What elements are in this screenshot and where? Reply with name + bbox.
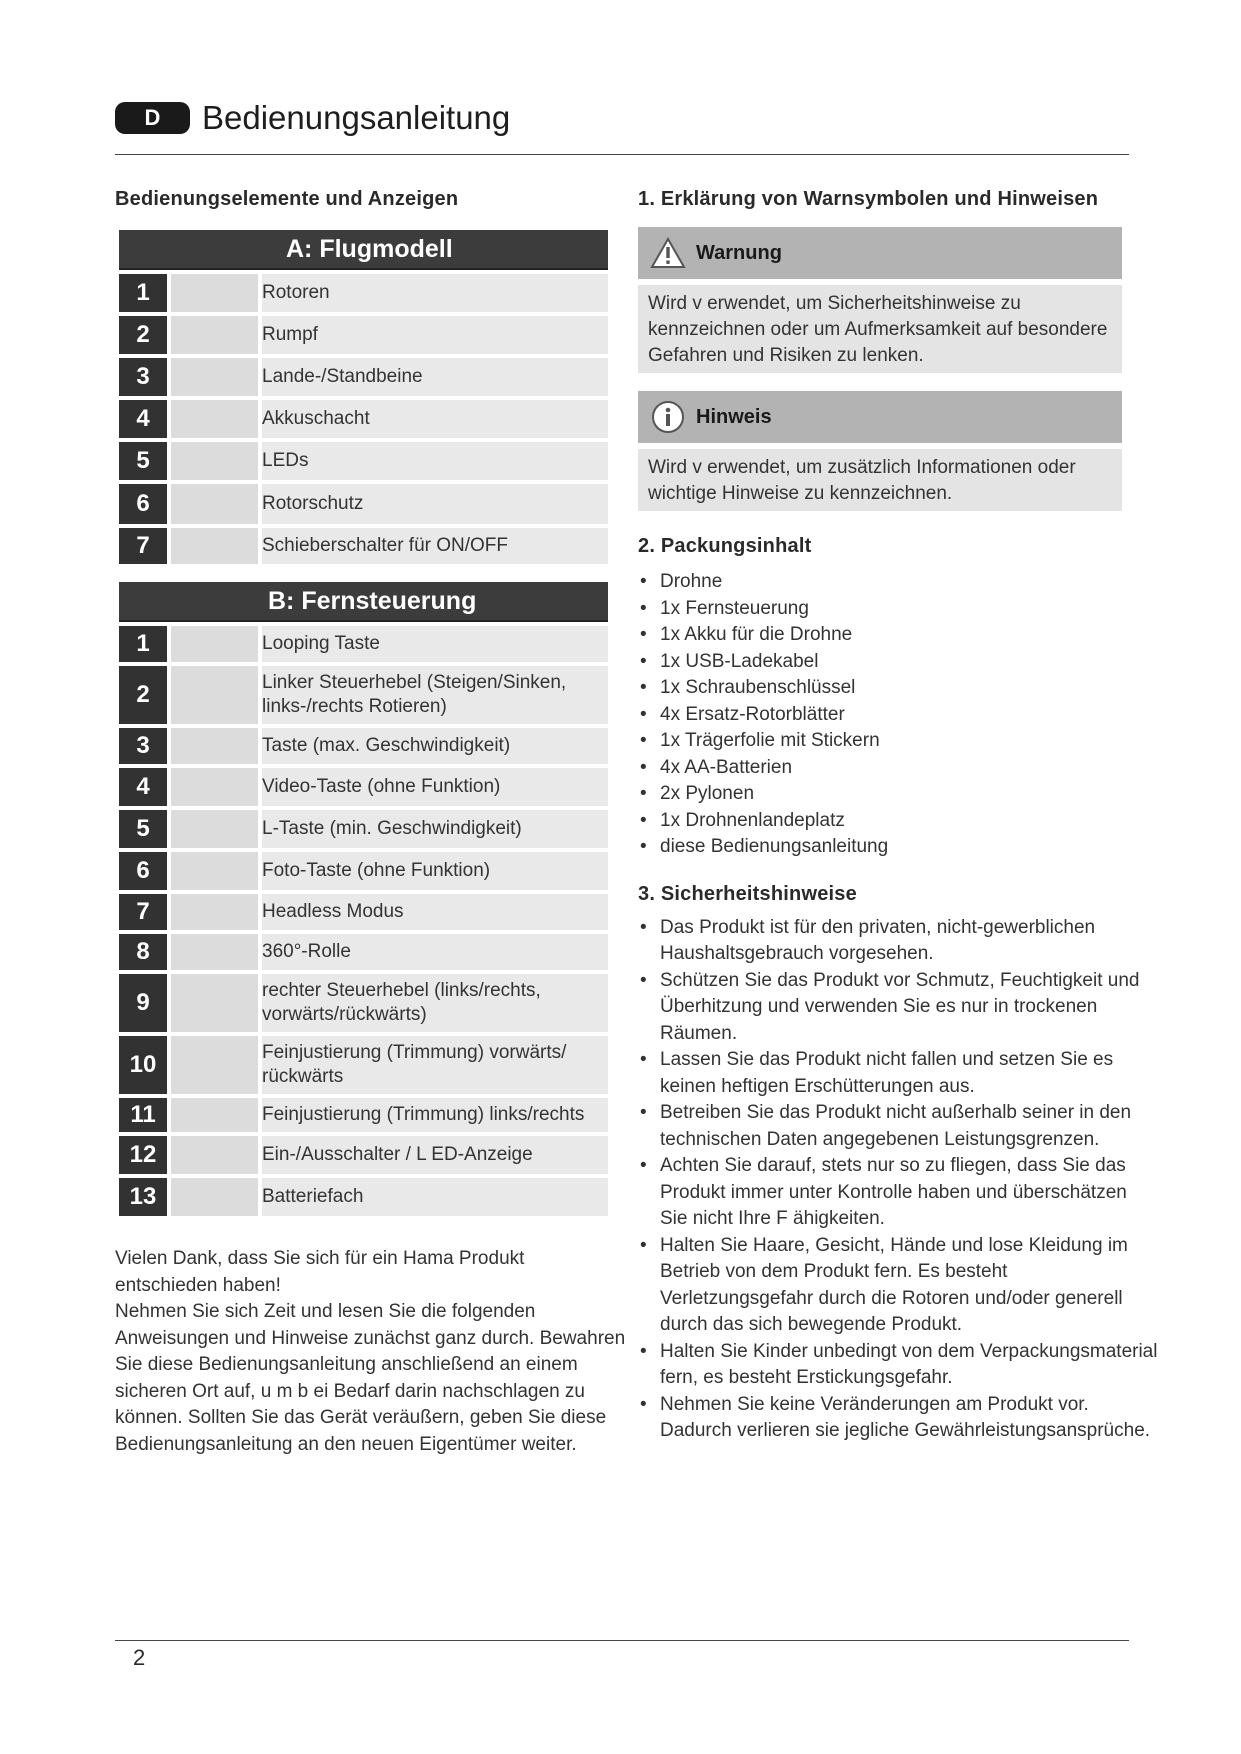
part-row — [119, 1178, 608, 1216]
part-image-cell — [171, 810, 262, 848]
part-number: 4 — [119, 400, 171, 438]
part-number: 9 — [119, 974, 171, 1032]
list-item: • 1x USB-Ladekabel — [638, 649, 1163, 676]
part-row — [119, 974, 608, 1032]
part-image-cell — [171, 400, 262, 438]
part-row — [119, 484, 608, 524]
part-number: 10 — [119, 1036, 171, 1094]
part-row — [119, 400, 608, 438]
part-label: Looping Taste — [262, 626, 608, 662]
page-header — [115, 96, 510, 140]
table-b-title: B: Fernsteuerung — [119, 582, 608, 622]
part-number: 12 — [119, 1136, 171, 1174]
part-number: 7 — [119, 894, 171, 930]
part-number: 6 — [119, 852, 171, 890]
part-image-cell — [171, 1098, 262, 1132]
part-label: Linker Steuerhebel (Steigen/Sinken, links-/rechts Rotieren) — [262, 666, 608, 724]
part-row — [119, 358, 608, 396]
part-label: rechter Steuerhebel (links/rechts, vorwärts/rückwärts) — [262, 974, 608, 1032]
part-image-cell — [171, 666, 262, 724]
part-label: LEDs — [262, 442, 608, 480]
part-image-cell — [171, 442, 262, 480]
list-item: • 1x Trägerfolie mit Stickern — [638, 728, 1163, 755]
part-label: Ein-/Ausschalter / L ED-Anzeige — [262, 1136, 608, 1174]
part-number: 8 — [119, 934, 171, 970]
part-image-cell — [171, 894, 262, 930]
part-number: 11 — [119, 1098, 171, 1132]
part-number: 3 — [119, 728, 171, 764]
part-label: 360°-Rolle — [262, 934, 608, 970]
footer-rule — [115, 1640, 1129, 1641]
part-row — [119, 626, 608, 662]
list-item: • 1x Schraubenschlüssel — [638, 675, 1163, 702]
part-row — [119, 768, 608, 806]
list-item: • 2x Pylonen — [638, 781, 1163, 808]
document-title: Bedienungsanleitung — [202, 99, 511, 136]
table-flugmodell — [119, 226, 608, 568]
part-number: 2 — [119, 316, 171, 354]
table-a-title: A: Flugmodell — [119, 230, 608, 270]
part-label: Feinjustierung (Trimmung) vorwärts/ rückwärts — [262, 1036, 608, 1094]
part-label: Akkuschacht — [262, 400, 608, 438]
part-image-cell — [171, 974, 262, 1032]
safety-instructions-list — [638, 915, 1158, 1445]
section-1-title: 1. Erklärung von Warnsymbolen und Hinweisen — [638, 188, 1099, 210]
part-image-cell — [171, 626, 262, 662]
part-row — [119, 728, 608, 764]
part-image-cell — [171, 274, 262, 312]
part-row — [119, 934, 608, 970]
part-row — [119, 274, 608, 312]
note-header — [638, 391, 1122, 443]
list-item: • 1x Fernsteuerung — [638, 596, 1163, 623]
list-item: • Halten Sie Haare, Gesicht, Hände und lose Kleidung im Betrieb von dem Produkt fern. Es besteht Verletzungsgefahr durch die Rotoren und/oder generell durch das sich bewegende Produkt. — [638, 1233, 1158, 1339]
list-item: • Das Produkt ist für den privaten, nicht-gewerblichen Haushaltsgebrauch vorgesehen. — [638, 915, 1158, 968]
part-number: 1 — [119, 626, 171, 662]
part-number: 4 — [119, 768, 171, 806]
part-row — [119, 316, 608, 354]
header-rule — [115, 154, 1129, 155]
part-label: Schieberschalter für ON/OFF — [262, 528, 608, 564]
part-row — [119, 894, 608, 930]
list-item: • 1x Drohnenlandeplatz — [638, 808, 1163, 835]
right-column — [638, 188, 1163, 1445]
part-image-cell — [171, 934, 262, 970]
list-item: • 1x Akku für die Drohne — [638, 622, 1163, 649]
intro-paragraph-2: Nehmen Sie sich Zeit und lesen Sie die folgenden Anweisungen und Hinweise zunächst ganz durch. Bewahren Sie diese Bedienungsanleitung anschließend an einem sicheren Ort auf, u m b ei Bedarf darin nachschlagen zu können. Sollten Sie das Gerät veräußern, geben Sie diese Bedienungsanleitung an den neuen Eigentümer weiter. — [115, 1301, 626, 1455]
part-number: 1 — [119, 274, 171, 312]
warning-triangle-icon — [648, 233, 688, 273]
list-item: • Halten Sie Kinder unbedingt von dem Verpackungsmaterial fern, es besteht Erstickungsgefahr. — [638, 1339, 1158, 1392]
part-row — [119, 666, 608, 724]
list-item: • Achten Sie darauf, stets nur so zu fliegen, dass Sie das Produkt immer unter Kontrolle haben und überschätzen Sie nicht Ihre F ähigkeiten. — [638, 1153, 1158, 1233]
list-item: • 4x AA-Batterien — [638, 755, 1163, 782]
part-row — [119, 1036, 608, 1094]
part-label: Video-Taste (ohne Funktion) — [262, 768, 608, 806]
part-image-cell — [171, 528, 262, 564]
part-row — [119, 442, 608, 480]
section-3-title: 3. Sicherheitshinweise — [638, 882, 857, 905]
list-item: • diese Bedienungsanleitung — [638, 834, 1163, 861]
package-contents-list — [638, 569, 1163, 861]
part-label: Headless Modus — [262, 894, 608, 930]
info-icon — [648, 397, 688, 437]
part-image-cell — [171, 358, 262, 396]
part-image-cell — [171, 1178, 262, 1216]
part-number: 5 — [119, 810, 171, 848]
part-image-cell — [171, 1136, 262, 1174]
part-row — [119, 852, 608, 890]
part-image-cell — [171, 1036, 262, 1094]
warning-text: Wird v erwendet, um Sicherheitshinweise zu kennzeichnen oder um Aufmerksamkeit auf besondere Gefahren und Risiken zu lenken. — [638, 285, 1122, 373]
part-label: L-Taste (min. Geschwindigkeit) — [262, 810, 608, 848]
warning-header — [638, 227, 1122, 279]
part-label: Batteriefach — [262, 1178, 608, 1216]
part-row — [119, 528, 608, 564]
controls-heading: Bedienungselemente und Anzeigen — [115, 188, 459, 210]
list-item: • 4x Ersatz-Rotorblätter — [638, 702, 1163, 729]
left-column — [115, 188, 630, 1458]
part-label: Rotoren — [262, 274, 608, 312]
part-number: 3 — [119, 358, 171, 396]
part-label: Rotorschutz — [262, 484, 608, 524]
list-item: • Schützen Sie das Produkt vor Schmutz, Feuchtigkeit und Überhitzung und verwenden Sie es nur in trockenen Räumen. — [638, 968, 1158, 1048]
intro-paragraph-1: Vielen Dank, dass Sie sich für ein Hama Produkt entschieden haben! — [115, 1248, 525, 1296]
warning-label: Warnung — [696, 241, 782, 264]
part-image-cell — [171, 484, 262, 524]
part-label: Feinjustierung (Trimmung) links/rechts — [262, 1098, 608, 1132]
part-number: 2 — [119, 666, 171, 724]
part-number: 5 — [119, 442, 171, 480]
warning-box — [638, 227, 1122, 373]
part-image-cell — [171, 852, 262, 890]
part-row — [119, 810, 608, 848]
note-label: Hinweis — [696, 405, 772, 428]
part-label: Taste (max. Geschwindigkeit) — [262, 728, 608, 764]
part-label: Rumpf — [262, 316, 608, 354]
note-box — [638, 391, 1122, 511]
part-number: 6 — [119, 484, 171, 524]
list-item: • Betreiben Sie das Produkt nicht außerhalb seiner in den technischen Daten angegebenen Leistungsgrenzen. — [638, 1100, 1158, 1153]
part-row — [119, 1098, 608, 1132]
part-number: 7 — [119, 528, 171, 564]
part-number: 13 — [119, 1178, 171, 1216]
language-badge: D — [115, 102, 190, 134]
part-label: Lande-/Standbeine — [262, 358, 608, 396]
page-number: 2 — [133, 1645, 146, 1670]
intro-text — [115, 1246, 630, 1458]
part-image-cell — [171, 768, 262, 806]
list-item: • Nehmen Sie keine Veränderungen am Produkt vor. Dadurch verlieren sie jegliche Gewährleistungsansprüche. — [638, 1392, 1158, 1445]
list-item: • Lassen Sie das Produkt nicht fallen und setzen Sie es keinen heftigen Erschütterungen aus. — [638, 1047, 1158, 1100]
part-image-cell — [171, 316, 262, 354]
part-row — [119, 1136, 608, 1174]
note-text: Wird v erwendet, um zusätzlich Informationen oder wichtige Hinweise zu kennzeichnen. — [638, 449, 1122, 511]
section-2-title: 2. Packungsinhalt — [638, 535, 812, 557]
list-item: • Drohne — [638, 569, 1163, 596]
table-fernsteuerung — [119, 578, 608, 1220]
part-image-cell — [171, 728, 262, 764]
part-label: Foto-Taste (ohne Funktion) — [262, 852, 608, 890]
